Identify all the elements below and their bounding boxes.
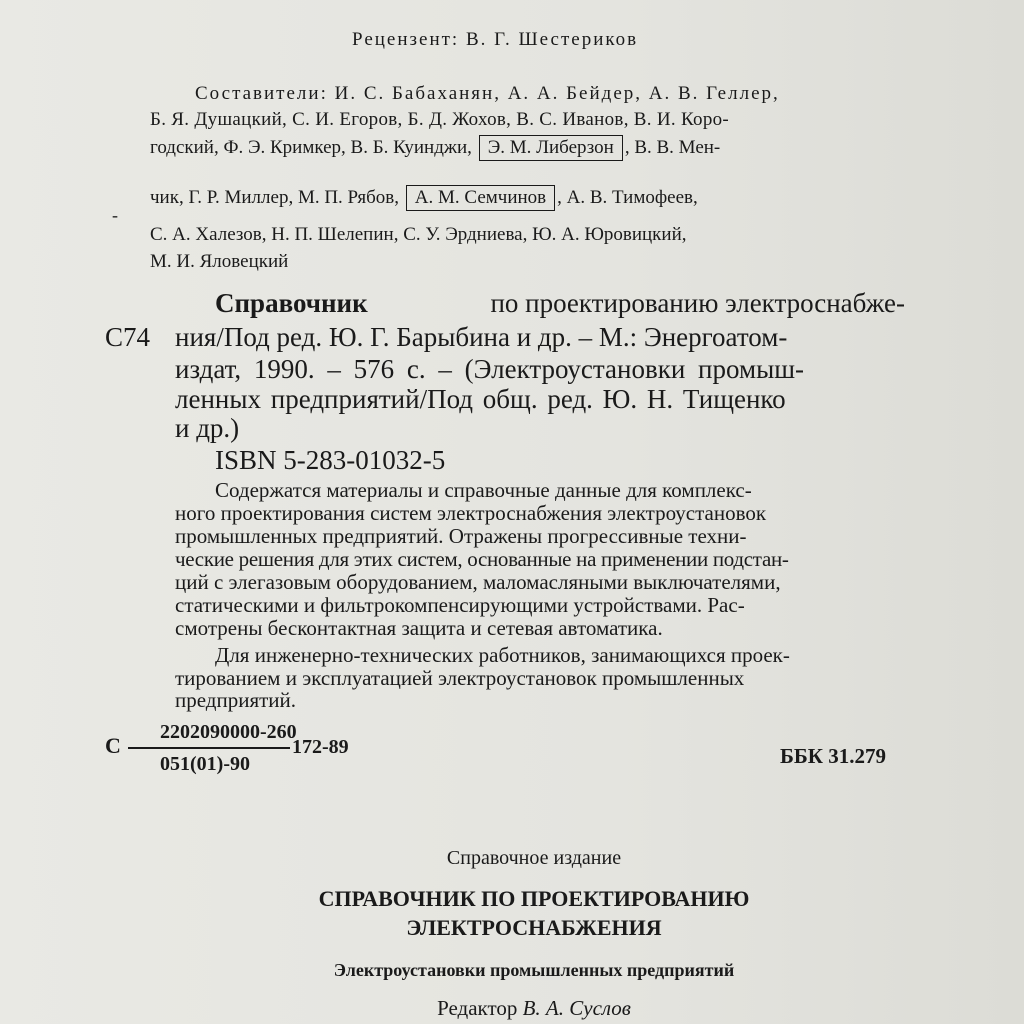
margin-mark: -: [112, 205, 118, 225]
imprint-subtitle: Электроустановки промышленных предприятий: [333, 960, 735, 980]
annotation-p1-l7: смотрены бесконтактная защита и сетевая автоматика.: [175, 616, 663, 640]
compilers-text-4-post: , А. В. Тимофеев,: [557, 187, 698, 208]
catalog-line-5: и др.): [175, 413, 240, 443]
reviewer-line: Рецензент: В. Г. Шестериков: [352, 29, 639, 50]
boxed-name-semchinov: А. М. Семчинов: [406, 185, 555, 211]
annotation-p1-l1: Содержатся материалы и справочные данные для комплекс-: [215, 478, 752, 502]
compilers-line-2: Б. Я. Душацкий, С. И. Егоров, Б. Д. Жохов, В. С. Иванов, В. И. Коро-: [150, 109, 730, 130]
annotation-p2-l1: Для инженерно-технических работников, занимающихся проек-: [215, 643, 790, 667]
annotation-p1-l6: статическими и фильтрокомпенсирующими устройствами. Рас-: [175, 593, 745, 617]
classification-letter: С: [105, 733, 121, 758]
bbk-index: ББК 31.279: [780, 744, 886, 768]
compilers-line-3: [150, 135, 720, 161]
boxed-name-liberzon: Э. М. Либерзон: [479, 135, 623, 161]
annotation-p1-l5: ций с элегазовым оборудованием, маломасляными выключателями,: [175, 570, 781, 594]
annotation-p1-l4: ческие решения для этих систем, основанные на применении подстан-: [175, 547, 789, 571]
editor-name: В. А. Суслов: [522, 996, 631, 1020]
editor-label: Редактор: [437, 996, 518, 1020]
fraction-bar: [128, 747, 290, 749]
compilers-text-1: Составители: И. С. Бабаханян, А. А. Бейдер, А. В. Геллер,: [195, 83, 780, 104]
isbn: ISBN 5-283-01032-5: [215, 445, 446, 475]
imprint-title-line-2: ЭЛЕКТРОСНАБЖЕНИЯ: [406, 915, 662, 940]
catalog-line-3: издат, 1990. – 576 с. – (Электроустановки промыш-: [175, 354, 804, 384]
catalog-line-1-rest: по проектированию электроснабже-: [490, 288, 905, 318]
classification-numerator: 2202090000-260: [160, 721, 297, 743]
catalog-line-2: ния/Под ред. Ю. Г. Барыбина и др. – М.: Энергоатом-: [175, 322, 788, 352]
compilers-line-1: [195, 84, 780, 103]
compilers-line-6: М. И. Яловецкий: [150, 251, 289, 272]
classification-denominator: 051(01)-90: [160, 753, 250, 775]
compilers-text-3-pre: годский, Ф. Э. Кримкер, В. Б. Куинджи,: [150, 137, 472, 158]
editor-line: [22, 998, 1024, 1019]
edition-type: Справочное издание: [446, 847, 622, 869]
compilers-line-4: [150, 185, 698, 211]
annotation-p1-l3: промышленных предприятий. Отражены прогрессивные техни-: [175, 524, 747, 548]
annotation-p2-l2: тированием и эксплуатацией электроустановок промышленных: [175, 666, 745, 690]
compilers-text-3-post: , В. В. Мен-: [624, 137, 721, 158]
annotation-p1-l2: ного проектирования систем электроснабжения электроустановок: [175, 501, 767, 525]
catalog-line-4: ленных предприятий/Под общ. ред. Ю. Н. Тищенко: [175, 384, 786, 414]
compilers-text-4-pre: чик, Г. Р. Миллер, М. П. Рябов,: [150, 187, 400, 208]
annotation-p2-l3: предприятий.: [175, 688, 297, 712]
classification-suffix: 172-89: [292, 736, 349, 758]
catalog-line-1: [215, 290, 905, 317]
imprint-title-line-1: СПРАВОЧНИК ПО ПРОЕКТИРОВАНИЮ: [318, 886, 750, 911]
catalog-title-bold: Справочник: [215, 288, 368, 318]
compilers-line-5: С. А. Халезов, Н. П. Шелепин, С. У. Эрдниева, Ю. А. Юровицкий,: [150, 224, 687, 245]
catalog-code: С74: [105, 322, 151, 352]
